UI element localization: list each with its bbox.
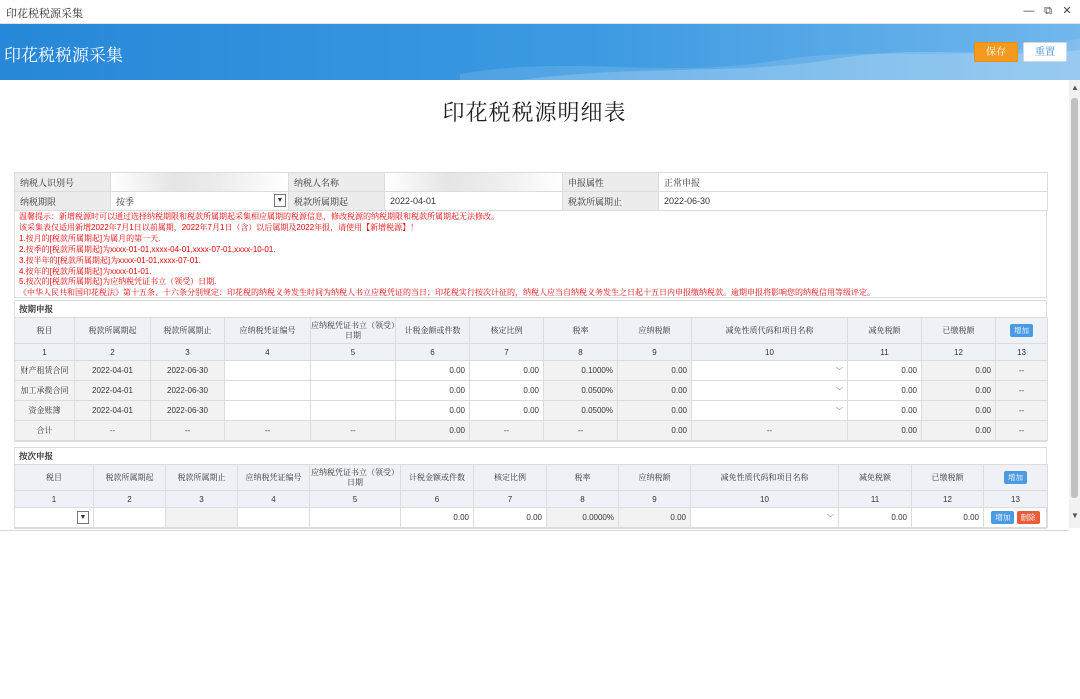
col-header: 已缴税额 [922,318,996,344]
cell-relief-input[interactable]: 0.00 [848,361,922,381]
page-title: 印花税税源明细表 [442,100,627,125]
content-bottom-divider [0,530,1069,531]
end-label: 税款所属期止 [563,192,659,211]
col-header: 核定比例 [474,465,547,491]
save-button[interactable]: 保存 [974,42,1018,62]
total-cell: -- [470,421,544,441]
header-banner [0,24,1080,80]
cell-voucher-date-input[interactable] [311,401,396,421]
cell-paid: 0.00 [922,401,996,421]
col-header: 减免性质代码和项目名称 [692,318,848,344]
col-number: 6 [401,491,474,508]
col-number: 2 [94,491,166,508]
col-number: 13 [996,344,1048,361]
taxpayer-id-value [111,173,289,192]
col-number: 7 [470,344,544,361]
col-header: 计税金额或件数 [396,318,470,344]
cell-end [166,508,238,528]
per-instance-section-title: 按次申报 [19,451,54,461]
col-header: 应纳税额 [619,465,691,491]
col-header: 应纳税凭证书立（领受）日期 [310,465,401,491]
notice-line: 1.按月的[税款所属期起]为属月的第一天. [19,233,161,243]
notice-line: 该采集表仅适用新增2022年7月1日以前属期，2022年7月1日（含）以后属期及2022年报，请使用【新增税源】！ [19,222,419,232]
chevron-down-icon[interactable]: ▼ [274,194,286,207]
cell-end: 2022-06-30 [151,401,225,421]
col-number: 13 [984,491,1048,508]
cell-tax: 0.00 [618,401,692,421]
notice-line: 《中华人民共和国印花税法》第十五条、十六条分别规定：印花税的纳税义务发生时间为纳税人书立应税凭证的当日；印花税实行按次计征的，纳税人应当自纳税义务发生之日起十五日内申报缴纳税款。逾期申报将影响您的纳税信用等级评定。 [19,288,875,298]
cell-tax: 0.00 [619,508,691,528]
cell-tax: 0.00 [618,361,692,381]
reset-button[interactable]: 重置 [1023,42,1067,62]
cell-voucher-no-input[interactable] [225,381,311,401]
col-number: 3 [151,344,225,361]
cell-relief-input[interactable]: 0.00 [848,381,922,401]
col-number: 5 [310,491,401,508]
cell-end: 2022-06-30 [151,381,225,401]
cell-start: 2022-04-01 [75,381,151,401]
cell-paid: 0.00 [922,381,996,401]
scroll-thumb[interactable] [1071,98,1078,498]
cell-start: 2022-04-01 [75,361,151,381]
taxpayer-info-grid [14,172,1048,211]
col-header: 减免性质代码和项目名称 [691,465,839,491]
taxpayer-id-label: 纳税人识别号 [15,173,111,192]
col-header: 减免税额 [848,318,922,344]
per-instance-section [14,447,1047,529]
total-label: 合计 [15,421,75,441]
table-row [15,381,1048,401]
col-number: 9 [618,344,692,361]
col-header: 计税金额或件数 [401,465,474,491]
table-row [15,401,1048,421]
cell-item: 资金账簿 [15,401,75,421]
cell-voucher-date-input[interactable] [311,361,396,381]
cell-relief-select[interactable] [692,381,848,401]
col-number: 5 [311,344,396,361]
cell-rate: 0.1000% [544,361,618,381]
total-cell: -- [151,421,225,441]
declare-attr-value: 正常申报 [659,173,1048,192]
col-number: 1 [15,344,75,361]
col-number: 7 [474,491,547,508]
cell-relief-input[interactable]: 0.00 [848,401,922,421]
cell-amount-input[interactable]: 0.00 [396,381,470,401]
cell-end: 2022-06-30 [151,361,225,381]
cell-rate: 0.0000% [547,508,619,528]
col-header: 税款所属期起 [94,465,166,491]
cell-op: -- [996,361,1048,381]
col-header: 应纳税额 [618,318,692,344]
periodic-add-button[interactable]: 增加 [1010,324,1033,337]
col-number: 11 [839,491,912,508]
col-number: 9 [619,491,691,508]
period-select-value: 按季 [116,196,135,207]
cell-relief-select[interactable] [692,361,848,381]
col-header: 税款所属期止 [166,465,238,491]
cell-item: 财产租赁合同 [15,361,75,381]
period-label: 纳税期限 [15,192,111,211]
notice-line: 2.按季的[税款所属期起]为xxxx-01-01,xxxx-04-01,xxxx-07-01,xxxx-10-01. [19,244,276,254]
cell-amount-input[interactable]: 0.00 [401,508,474,528]
col-header: 税目 [15,318,75,344]
per-instance-table [14,464,1048,528]
chevron-down-icon[interactable]: ﹀ [836,387,843,395]
cell-ratio-input[interactable]: 0.00 [470,381,544,401]
cell-ratio-input[interactable]: 0.00 [470,401,544,421]
cell-start-input[interactable] [94,508,166,528]
col-number: 4 [238,491,310,508]
end-value: 2022-06-30 [659,192,1048,211]
notice-line: 4.按年的[税款所属期起]为xxxx-01-01. [19,266,152,276]
cell-voucher-no-input[interactable] [225,361,311,381]
col-header: 减免税额 [839,465,912,491]
notice-line: 温馨提示：新增税源时可以通过选择纳税期限和税款所属期起采集相应属期的税源信息，修改税源的纳税期限和税款所属期起无法修改。 [19,212,499,221]
col-header: 税目 [15,465,94,491]
cell-amount-input[interactable]: 0.00 [396,361,470,381]
chevron-down-icon[interactable]: ﹀ [836,407,843,415]
col-number: 8 [544,344,618,361]
cell-item-select[interactable] [15,508,94,528]
start-value: 2022-04-01 [385,192,563,211]
col-header: 税率 [547,465,619,491]
table-row [15,361,1048,381]
total-cell: -- [996,421,1048,441]
periodic-add-cell [996,318,1048,344]
header-title: 印花税税源采集 [4,46,123,65]
window-title: 印花税税源采集 [6,8,83,20]
total-paid: 0.00 [922,421,996,441]
cell-op: -- [996,381,1048,401]
declare-attr-label: 申报属性 [563,173,659,192]
total-cell: -- [692,421,848,441]
cell-ratio-input[interactable]: 0.00 [470,361,544,381]
chevron-down-icon[interactable]: ▼ [77,511,89,524]
notice-line: 5.按次的[税款所属期起]为应纳税凭证书立（领受）日期. [19,277,217,287]
periodic-section [14,300,1047,442]
cell-relief-select[interactable] [691,508,839,528]
taxpayer-name-value [385,173,563,192]
cell-rate: 0.0500% [544,401,618,421]
cell-op-buttons [984,508,1048,528]
minimize-icon[interactable]: — [1023,5,1035,17]
total-relief: 0.00 [848,421,922,441]
cell-relief-input[interactable]: 0.00 [839,508,912,528]
chevron-down-icon[interactable]: ﹀ [836,367,843,375]
col-header: 应纳税凭证编号 [225,318,311,344]
col-number: 4 [225,344,311,361]
per-instance-add-button[interactable]: 增加 [1004,471,1027,484]
total-row [15,421,1048,441]
cell-voucher-date-input[interactable] [310,508,401,528]
scroll-up-icon[interactable]: ▲ [1071,83,1079,92]
cell-start: 2022-04-01 [75,401,151,421]
col-header: 核定比例 [470,318,544,344]
notice-box [14,210,1047,298]
col-number: 11 [848,344,922,361]
start-label: 税款所属期起 [289,192,385,211]
col-header: 税款所属期止 [151,318,225,344]
cell-item: 加工承揽合同 [15,381,75,401]
window-titlebar [0,0,1080,24]
cell-voucher-no-input[interactable] [238,508,310,528]
row-add-button[interactable]: 增加 [991,511,1014,524]
cell-relief-select[interactable] [692,401,848,421]
col-header: 税率 [544,318,618,344]
col-header: 税款所属期起 [75,318,151,344]
col-header: 已缴税额 [912,465,984,491]
col-number: 3 [166,491,238,508]
col-number: 1 [15,491,94,508]
col-number: 10 [692,344,848,361]
total-amount: 0.00 [396,421,470,441]
row-delete-button[interactable]: 删除 [1017,511,1040,524]
col-header: 应纳税凭证书立（领受）日期 [311,318,396,344]
cell-paid: 0.00 [922,361,996,381]
restore-icon[interactable]: ⧉ [1044,5,1052,17]
table-row [15,508,1048,528]
period-select[interactable] [111,192,289,211]
periodic-section-title: 按期申报 [19,304,54,314]
col-number: 8 [547,491,619,508]
cell-ratio-input[interactable]: 0.00 [474,508,547,528]
chevron-down-icon[interactable]: ﹀ [827,514,834,522]
col-number: 12 [922,344,996,361]
total-cell: -- [311,421,396,441]
cell-voucher-no-input[interactable] [225,401,311,421]
total-cell: -- [75,421,151,441]
cell-op: -- [996,401,1048,421]
col-header: 应纳税凭证编号 [238,465,310,491]
close-icon[interactable]: ✕ [1062,5,1072,17]
taxpayer-name-label: 纳税人名称 [289,173,385,192]
cell-voucher-date-input[interactable] [311,381,396,401]
col-number: 12 [912,491,984,508]
col-number: 2 [75,344,151,361]
col-number: 6 [396,344,470,361]
total-cell: -- [544,421,618,441]
cell-tax: 0.00 [618,381,692,401]
cell-rate: 0.0500% [544,381,618,401]
per-instance-add-cell [984,465,1048,491]
scroll-down-icon[interactable]: ▼ [1071,511,1079,520]
notice-line: 3.按半年的[税款所属期起]为xxxx-01-01,xxxx-07-01. [19,255,201,265]
vertical-scrollbar[interactable] [1069,80,1080,528]
cell-amount-input[interactable]: 0.00 [396,401,470,421]
cell-paid-input[interactable]: 0.00 [912,508,984,528]
col-number: 10 [691,491,839,508]
total-tax: 0.00 [618,421,692,441]
total-cell: -- [225,421,311,441]
periodic-table [14,317,1048,441]
